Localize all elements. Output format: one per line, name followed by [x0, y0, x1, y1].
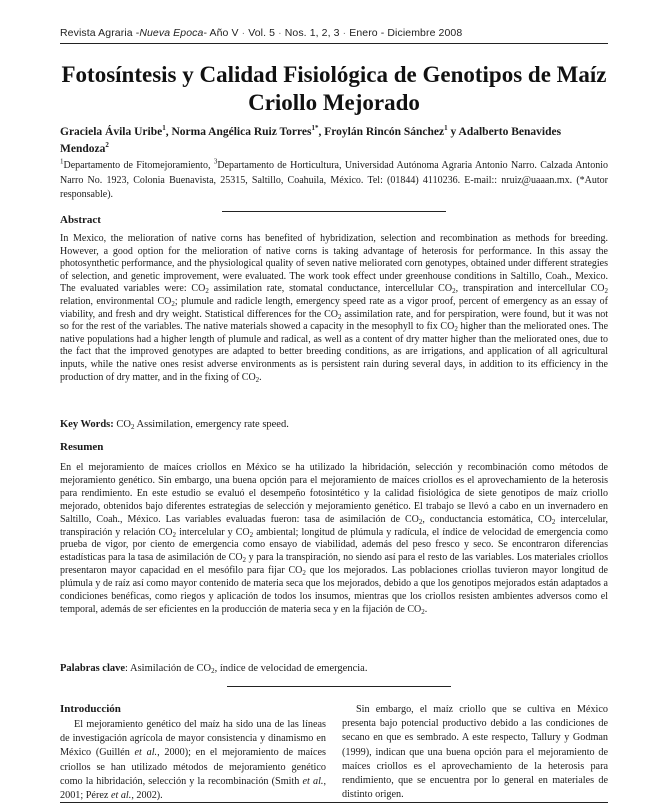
abstract-text: ; plumule and radicle length, emergency speed rate as a vigor proof, percent of emergency as an essay of viability, and fresh and dry weight. Statistical differences for the CO: [60, 295, 608, 320]
subscript: 2: [551, 517, 556, 526]
author-1: Graciela Ávila Uribe: [60, 126, 163, 138]
author-list: Graciela Ávila Uribe$^1$, Norma Angélica Ruiz Torres$^{1*}$, Froylán Rincón Sánchez$^1$ y Adalberto Benavides Mendoza$^2$: [60, 124, 562, 155]
subscript: 2: [205, 287, 209, 296]
subscript: 2: [338, 312, 342, 321]
palabras-clave-label: Palabras clave: [60, 663, 126, 674]
intro-right-column: [342, 703, 608, 802]
abstract-text: assimilation rate, and for perspiration, were found, but it was not so for the rest of the variables. The native materials showed a capacity in the mesophyll to fix CO: [60, 308, 608, 333]
key-words-text: CO: [113, 419, 131, 430]
intro-rule: [227, 686, 451, 687]
resumen-heading: Resumen: [60, 441, 104, 453]
subscript: 2: [242, 556, 247, 565]
abstract-text: assimilation rate, stomatal conductance, intercellular CO: [208, 283, 453, 295]
subscript: 2: [131, 423, 135, 431]
subscript: 2: [255, 375, 260, 384]
subscript: 2: [421, 607, 425, 616]
intro-text: El mejoramiento genético del maíz ha sido una de las líneas de investigación agrícola de mayor consistencia y dinamismo en México (Guillén: [60, 719, 326, 759]
key-words: [60, 419, 608, 430]
intro-heading: Introducción: [60, 703, 121, 715]
footer-rule: [60, 802, 608, 803]
et-al: et al.: [134, 747, 158, 759]
resumen-text: intercelular, transpiración y relación CO: [60, 513, 608, 538]
journal-volume: Vol. 5: [248, 27, 276, 39]
affil-mark-3: 3: [213, 157, 218, 166]
subscript: 2: [172, 530, 177, 539]
paper-title: Fotosíntesis y Calidad Fisiológica de Genotipos de Maíz Criollo Mejorado: [61, 62, 607, 115]
subscript: 2: [211, 667, 215, 675]
author-2: Norma Angélica Ruiz Torres: [171, 126, 312, 138]
intro-text: Sin embargo, el maíz criollo que se cultiva en México presenta bajo potencial productivo debido a las condiciones de secano en que es sembrado. A este respecto, Tallury y Godman (1999), indican que una buena opción para el mejoramiento de maíces criollos es el aprovechamiento de la heterosis para rendimiento, que se encuentra por lo general en materiales de distinto origen.: [342, 704, 608, 801]
intro-left-column: [60, 718, 326, 803]
abstract-text: , transpiration and intercellular CO: [455, 283, 605, 295]
resumen-text: En el mejoramiento de maíces criollos en México se ha utilizado la hibridación, selección y recombinación como métodos de mejoramiento genético. Sin embargo, una buena opción para el mejoramiento de maíces criollos es el aprovechamiento de la heterosis para rendimiento. En este estudio se evaluó el desempeño fotosintético y la calidad fisiológica de siete genotipos de maíz criollo mejorado, obtenidos bajo diferentes estrategias de selección y mejoramiento genético. El trabajo se llevó a cabo en un invernadero en Saltillo, Coah., México. Las variables evaluadas fueron: tasa de asimilación de CO: [60, 462, 608, 525]
resumen-text: ambiental; longitud de plúmula y radícula, el índice de velocidad de emergencia como prueba de vigor, por ciento de emergencia como ensayo de viabilidad, además del peso fresco y seco. Se encontraron diferencias estadísticas para la tasa de asimilación de CO: [60, 526, 608, 564]
author-4: y Adalberto Benavides Mendoza: [60, 126, 562, 155]
abstract-heading: Abstract: [60, 214, 101, 226]
et-al: et al.: [302, 775, 324, 787]
abstract-text: .: [259, 371, 262, 383]
abstract-text: relation, environmental CO: [60, 295, 172, 307]
resumen-text: que los mejorados. Las poblaciones criollas tuvieron mayor longitud de plúmula y de raíz así como mayor contenido de materia seca que los mejorados, debido a que los genotipos mejorados están adaptados a condiciones benéficas, como riegos y aplicación de todos los insumos, mientras que los criollos resisten ambientes adversos como el temporal, además de ser eficientes en la producción de materia seca y en la fijación de CO: [60, 565, 608, 615]
intro-text: , 2000); en el mejoramiento de maíces criollos se han utilizado métodos de mejoramiento genético como la hibridación, selección y la recombinación (Smith: [60, 747, 327, 787]
intro-text: , 2002).: [131, 790, 163, 802]
affiliations: [60, 159, 608, 203]
journal-name: Revista Agraria -: [60, 27, 140, 39]
author-2-affil: 1*: [311, 124, 319, 133]
affil-2: Departamento de Horticultura, Universidad Autónoma Agraria Antonio Narro. Calzada Antonio Narro No. 1923, Colonia Buenavista, 25315, Saltillo, Coahuila, México. Tel: (01844) 4110236. E-mail:: nruiz@uaaan.mx. (*Autor responsable).: [60, 160, 608, 200]
subscript: 2: [418, 517, 423, 526]
et-al: et al.: [110, 790, 132, 802]
subscript: 2: [171, 299, 175, 308]
key-words-text: Assimilation, emergency rate speed.: [134, 419, 289, 430]
author-3: Froylán Rincón Sánchez: [324, 126, 445, 138]
abstract-body: [60, 233, 608, 384]
author-3-affil: 1: [444, 124, 448, 133]
abstract-text: In Mexico, the melioration of native corns has benefited of hybridization, selection and recombination as methods for breeding. However, a good option for the melioration of native corns is taking advantage of heterosis for performance. In this assay the photosynthetic performance, and the physiological quality of seven native meliorated corn genotypes, obtained under different strategies of selection, and genetic improvement, were evaluated. The work took effect under greenhouse conditions in Saltillo, Coah., Mexico. The evaluated variables were: CO: [60, 233, 608, 295]
subscript: 2: [604, 287, 608, 296]
author-4-affil: 2: [105, 141, 109, 150]
resumen-text: , conductancia estomática, CO: [422, 513, 552, 525]
resumen-text: .: [424, 603, 428, 615]
intro-text: , 2001; Pérez: [60, 775, 327, 802]
subscript: 2: [302, 569, 306, 578]
palabras-clave: [60, 663, 608, 674]
resumen-body: [60, 462, 608, 617]
subscript: 2: [249, 530, 254, 539]
journal-numbers: Nos. 1, 2, 3: [284, 27, 340, 39]
palabras-clave-text: : Asimilación de CO: [125, 663, 212, 674]
header-rule: [60, 43, 608, 44]
affil-1: Departamento de Fitomejoramiento,: [63, 160, 214, 171]
abstract-rule: [222, 211, 446, 212]
resumen-text: intercelular y CO: [176, 526, 250, 538]
journal-header: Revista Agraria -Nueva Epoca- Año V · Vol. 5 · Nos. 1, 2, 3 · Enero - Diciembre 2008: [60, 27, 463, 39]
journal-date: Enero - Diciembre 2008: [349, 27, 463, 39]
key-words-label: Key Words:: [60, 419, 114, 430]
journal-year: - Año V: [203, 27, 239, 39]
subscript: 2: [452, 287, 456, 296]
subscript: 2: [454, 325, 458, 334]
resumen-text: y para la transpiración, no siendo así para el resto de las variables. Los materiales criollos presentaron mayor capacidad en el mesófilo para fijar CO: [60, 552, 608, 577]
palabras-clave-text: , índice de velocidad de emergencia.: [214, 663, 368, 674]
abstract-text: higher than the meliorated ones. The native populations had a higher length of plumule and radical, as well as a content of dry matter higher than the meliorated ones, due to the fact that the improved genotypes are adapted to better breeding conditions, as are irrigations, and application of all agricultural inputs, while the native ones resist adverse environments as is persistent rain during several days, in addition to its efficiency in the production of dry matter, and in the fixing of CO: [60, 321, 609, 383]
affil-mark-1: 1: [60, 157, 64, 166]
author-1-affil: 1: [162, 124, 166, 133]
journal-epoch: Nueva Epoca: [139, 27, 204, 39]
